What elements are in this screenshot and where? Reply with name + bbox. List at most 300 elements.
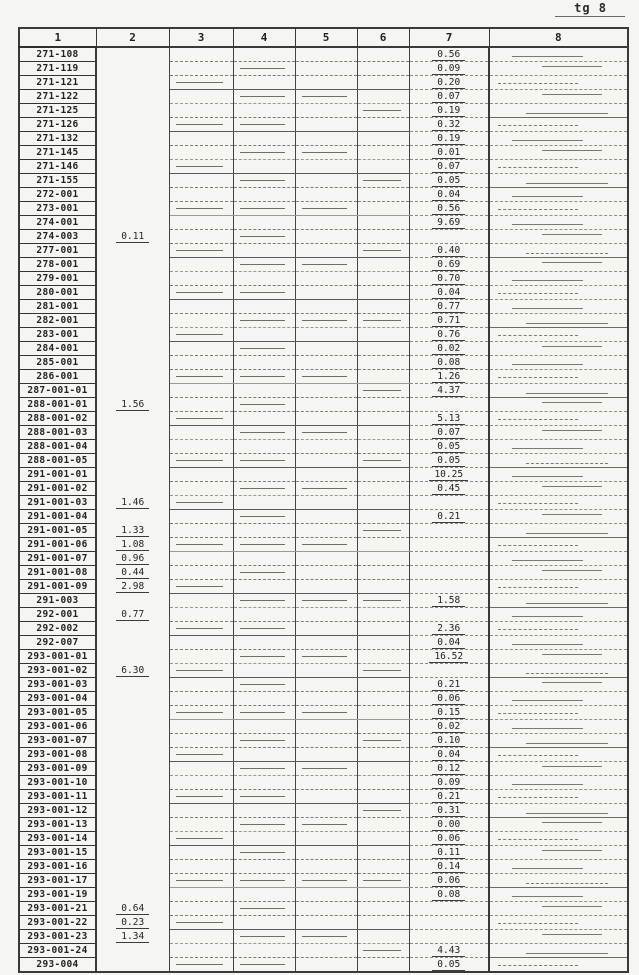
value-cell (169, 496, 233, 510)
value-cell (295, 412, 357, 426)
value-cell (489, 300, 628, 314)
table-row (19, 496, 628, 510)
value-cell (96, 272, 169, 286)
value-cell (409, 482, 489, 496)
value-cell (357, 594, 409, 608)
value-cell (233, 370, 295, 384)
row-id-cell (19, 566, 96, 580)
value-cell (489, 818, 628, 832)
row-id-cell (19, 90, 96, 104)
value-cell (96, 664, 169, 678)
row-id: 293-001-21 (27, 903, 88, 914)
cell-value: 4.37 (432, 385, 465, 397)
value-cell (169, 272, 233, 286)
value-cell (489, 846, 628, 860)
value-cell (233, 860, 295, 874)
value-cell (295, 552, 357, 566)
table-row (19, 524, 628, 538)
value-cell (489, 244, 628, 258)
value-cell (96, 552, 169, 566)
value-cell (295, 510, 357, 524)
value-cell (489, 930, 628, 944)
value-cell (96, 76, 169, 90)
value-cell (169, 804, 233, 818)
cell-value: 0.02 (432, 721, 465, 733)
value-cell (409, 286, 489, 300)
value-cell (409, 440, 489, 454)
value-cell (96, 706, 169, 720)
table-row (19, 482, 628, 496)
cell-value: 0.10 (432, 735, 465, 747)
row-id: 293-001-08 (27, 749, 88, 760)
table-row (19, 160, 628, 174)
table-row (19, 720, 628, 734)
value-cell (489, 762, 628, 776)
value-cell (409, 160, 489, 174)
value-cell (169, 118, 233, 132)
value-cell (169, 76, 233, 90)
cell-value: 0.12 (432, 763, 465, 775)
value-cell (233, 272, 295, 286)
value-cell (96, 174, 169, 188)
value-cell (357, 832, 409, 846)
cell-value: 1.33 (116, 525, 149, 537)
value-cell (295, 832, 357, 846)
value-cell (233, 146, 295, 160)
value-cell (357, 482, 409, 496)
row-id-cell (19, 132, 96, 146)
table-row (19, 468, 628, 482)
value-cell (295, 230, 357, 244)
value-cell (169, 902, 233, 916)
value-cell (295, 608, 357, 622)
value-cell (96, 846, 169, 860)
row-id: 293-001-10 (27, 777, 88, 788)
row-id-cell (19, 538, 96, 552)
row-id: 271-155 (36, 175, 79, 186)
value-cell (233, 734, 295, 748)
row-id-cell (19, 384, 96, 398)
value-cell (295, 860, 357, 874)
value-cell (357, 146, 409, 160)
value-cell (357, 902, 409, 916)
value-cell (489, 706, 628, 720)
row-id: 293-001-16 (27, 861, 88, 872)
value-cell (489, 510, 628, 524)
value-cell (357, 650, 409, 664)
value-cell (295, 594, 357, 608)
value-cell (295, 720, 357, 734)
value-cell (96, 636, 169, 650)
value-cell (169, 776, 233, 790)
value-cell (357, 762, 409, 776)
cell-value: 9.69 (432, 217, 465, 229)
table-row (19, 314, 628, 328)
cell-value: 0.11 (116, 231, 149, 243)
value-cell (233, 664, 295, 678)
row-id-cell (19, 510, 96, 524)
value-cell (96, 902, 169, 916)
table-row (19, 650, 628, 664)
value-cell (489, 104, 628, 118)
value-cell (409, 888, 489, 902)
cell-value: 16.52 (429, 651, 468, 663)
value-cell (409, 664, 489, 678)
value-cell (357, 706, 409, 720)
value-cell (409, 958, 489, 973)
cell-value: 1.26 (432, 371, 465, 383)
value-cell (357, 538, 409, 552)
value-cell (96, 524, 169, 538)
value-cell (357, 664, 409, 678)
value-cell (489, 314, 628, 328)
row-id: 292-002 (36, 623, 79, 634)
value-cell (357, 132, 409, 146)
value-cell (295, 104, 357, 118)
value-cell (169, 47, 233, 62)
table-row (19, 104, 628, 118)
cell-value: 0.32 (432, 119, 465, 131)
value-cell (409, 230, 489, 244)
value-cell (169, 594, 233, 608)
value-cell (357, 440, 409, 454)
row-id: 293-001-11 (27, 791, 88, 802)
value-cell (295, 580, 357, 594)
value-cell (489, 566, 628, 580)
value-cell (409, 916, 489, 930)
value-cell (233, 398, 295, 412)
row-id-cell (19, 412, 96, 426)
value-cell (233, 230, 295, 244)
row-id: 293-001-17 (27, 875, 88, 886)
value-cell (233, 160, 295, 174)
value-cell (409, 272, 489, 286)
cell-value: 5.13 (432, 413, 465, 425)
value-cell (295, 356, 357, 370)
value-cell (409, 384, 489, 398)
row-id: 293-001-01 (27, 651, 88, 662)
value-cell (409, 720, 489, 734)
value-cell (233, 356, 295, 370)
value-cell (233, 930, 295, 944)
row-id: 291-001-04 (27, 511, 88, 522)
value-cell (489, 916, 628, 930)
table-row (19, 552, 628, 566)
value-cell (409, 706, 489, 720)
value-cell (409, 47, 489, 62)
value-cell (357, 790, 409, 804)
value-cell (489, 538, 628, 552)
value-cell (233, 202, 295, 216)
value-cell (357, 468, 409, 482)
value-cell (169, 524, 233, 538)
table-row (19, 580, 628, 594)
value-cell (169, 188, 233, 202)
row-id: 291-001-03 (27, 497, 88, 508)
value-cell (233, 720, 295, 734)
value-cell (409, 216, 489, 230)
row-id-cell (19, 524, 96, 538)
table-row (19, 832, 628, 846)
value-cell (489, 804, 628, 818)
value-cell (295, 706, 357, 720)
value-cell (96, 566, 169, 580)
value-cell (169, 412, 233, 426)
value-cell (357, 454, 409, 468)
value-cell (233, 342, 295, 356)
value-cell (233, 692, 295, 706)
value-cell (295, 776, 357, 790)
value-cell (295, 118, 357, 132)
value-cell (169, 762, 233, 776)
cell-value: 0.40 (432, 245, 465, 257)
value-cell (489, 888, 628, 902)
scan-artifact-line (555, 16, 625, 17)
value-cell (169, 104, 233, 118)
value-cell (233, 832, 295, 846)
value-cell (489, 272, 628, 286)
value-cell (295, 132, 357, 146)
column-header-4: 4 (233, 28, 295, 47)
value-cell (295, 188, 357, 202)
value-cell (169, 370, 233, 384)
row-id-cell (19, 818, 96, 832)
table-row (19, 370, 628, 384)
value-cell (409, 902, 489, 916)
value-cell (489, 692, 628, 706)
cell-value: 0.19 (432, 105, 465, 117)
value-cell (409, 328, 489, 342)
value-cell (169, 832, 233, 846)
cell-value: 0.04 (432, 637, 465, 649)
value-cell (409, 132, 489, 146)
table-row (19, 706, 628, 720)
value-cell (295, 384, 357, 398)
value-cell (169, 720, 233, 734)
value-cell (357, 566, 409, 580)
value-cell (169, 286, 233, 300)
value-cell (357, 748, 409, 762)
value-cell (357, 90, 409, 104)
value-cell (169, 916, 233, 930)
row-id: 284-001 (36, 343, 79, 354)
value-cell (295, 678, 357, 692)
value-cell (96, 216, 169, 230)
cell-value: 1.56 (116, 399, 149, 411)
table-row (19, 776, 628, 790)
row-id: 293-001-02 (27, 665, 88, 676)
value-cell (169, 692, 233, 706)
value-cell (357, 216, 409, 230)
row-id: 271-126 (36, 119, 79, 130)
value-cell (169, 468, 233, 482)
cell-value: 0.09 (432, 777, 465, 789)
value-cell (96, 286, 169, 300)
value-cell (409, 930, 489, 944)
value-cell (409, 804, 489, 818)
value-cell (169, 230, 233, 244)
value-cell (357, 622, 409, 636)
row-id: 291-001-06 (27, 539, 88, 550)
row-id-cell (19, 47, 96, 62)
value-cell (169, 300, 233, 314)
row-id-cell (19, 706, 96, 720)
value-cell (233, 244, 295, 258)
value-cell (169, 930, 233, 944)
table-row (19, 916, 628, 930)
row-id: 291-001-05 (27, 525, 88, 536)
value-cell (295, 468, 357, 482)
cell-value: 0.71 (432, 315, 465, 327)
value-cell (357, 678, 409, 692)
row-id-cell (19, 370, 96, 384)
table-row (19, 454, 628, 468)
row-id: 274-003 (36, 231, 79, 242)
value-cell (409, 874, 489, 888)
value-cell (96, 622, 169, 636)
table-row (19, 440, 628, 454)
value-cell (409, 398, 489, 412)
row-id-cell (19, 762, 96, 776)
table-row (19, 874, 628, 888)
value-cell (96, 454, 169, 468)
value-cell (169, 426, 233, 440)
value-cell (233, 944, 295, 958)
value-cell (357, 846, 409, 860)
value-cell (169, 160, 233, 174)
value-cell (295, 62, 357, 76)
value-cell (233, 524, 295, 538)
value-cell (489, 664, 628, 678)
value-cell (357, 552, 409, 566)
table-row (19, 132, 628, 146)
cell-value: 0.23 (116, 917, 149, 929)
value-cell (357, 524, 409, 538)
value-cell (96, 202, 169, 216)
value-cell (96, 776, 169, 790)
value-cell (233, 412, 295, 426)
cell-value: 0.96 (116, 553, 149, 565)
value-cell (357, 888, 409, 902)
value-cell (233, 650, 295, 664)
cell-value: 0.20 (432, 77, 465, 89)
value-cell (409, 118, 489, 132)
row-id: 293-001-05 (27, 707, 88, 718)
value-cell (357, 244, 409, 258)
value-cell (357, 272, 409, 286)
value-cell (96, 90, 169, 104)
table-row (19, 412, 628, 426)
row-id: 293-001-24 (27, 945, 88, 956)
value-cell (409, 342, 489, 356)
row-id-cell (19, 552, 96, 566)
cell-value: 0.56 (432, 203, 465, 215)
value-cell (489, 482, 628, 496)
value-cell (357, 104, 409, 118)
value-cell (96, 132, 169, 146)
value-cell (169, 636, 233, 650)
value-cell (295, 846, 357, 860)
value-cell (409, 510, 489, 524)
value-cell (295, 496, 357, 510)
value-cell (233, 188, 295, 202)
value-cell (409, 202, 489, 216)
row-id-cell (19, 720, 96, 734)
cell-value: 0.06 (432, 875, 465, 887)
value-cell (96, 398, 169, 412)
table-body (19, 47, 628, 972)
value-cell (169, 664, 233, 678)
cell-value: 0.69 (432, 259, 465, 271)
table-row (19, 398, 628, 412)
value-cell (233, 608, 295, 622)
value-cell (96, 734, 169, 748)
cell-value: 2.98 (116, 581, 149, 593)
cell-value: 0.02 (432, 343, 465, 355)
table-row (19, 174, 628, 188)
value-cell (96, 916, 169, 930)
value-cell (96, 944, 169, 958)
row-id: 277-001 (36, 245, 79, 256)
row-id: 293-001-07 (27, 735, 88, 746)
table-row (19, 62, 628, 76)
value-cell (169, 132, 233, 146)
row-id: 293-001-03 (27, 679, 88, 690)
value-cell (169, 874, 233, 888)
value-cell (409, 454, 489, 468)
table-row (19, 860, 628, 874)
cell-value: 0.56 (432, 49, 465, 61)
row-id: 293-004 (36, 959, 79, 970)
value-cell (233, 47, 295, 62)
row-id-cell (19, 888, 96, 902)
value-cell (233, 496, 295, 510)
value-cell (295, 300, 357, 314)
row-id: 272-001 (36, 189, 79, 200)
value-cell (489, 650, 628, 664)
row-id: 280-001 (36, 287, 79, 298)
row-id-cell (19, 734, 96, 748)
column-header-8: 8 (489, 28, 628, 47)
row-id: 271-125 (36, 105, 79, 116)
value-cell (295, 202, 357, 216)
table-row (19, 356, 628, 370)
cell-value: 0.21 (432, 791, 465, 803)
row-id-cell (19, 636, 96, 650)
value-cell (295, 636, 357, 650)
value-cell (233, 454, 295, 468)
row-id: 278-001 (36, 259, 79, 270)
value-cell (295, 692, 357, 706)
value-cell (357, 160, 409, 174)
value-cell (96, 496, 169, 510)
value-cell (96, 104, 169, 118)
value-cell (96, 510, 169, 524)
value-cell (357, 398, 409, 412)
value-cell (409, 412, 489, 426)
value-cell (295, 328, 357, 342)
value-cell (489, 902, 628, 916)
value-cell (169, 580, 233, 594)
value-cell (489, 118, 628, 132)
value-cell (409, 300, 489, 314)
value-cell (357, 692, 409, 706)
value-cell (96, 328, 169, 342)
value-cell (357, 76, 409, 90)
cell-value: 0.11 (432, 847, 465, 859)
column-header-3: 3 (169, 28, 233, 47)
row-id: 291-001-07 (27, 553, 88, 564)
